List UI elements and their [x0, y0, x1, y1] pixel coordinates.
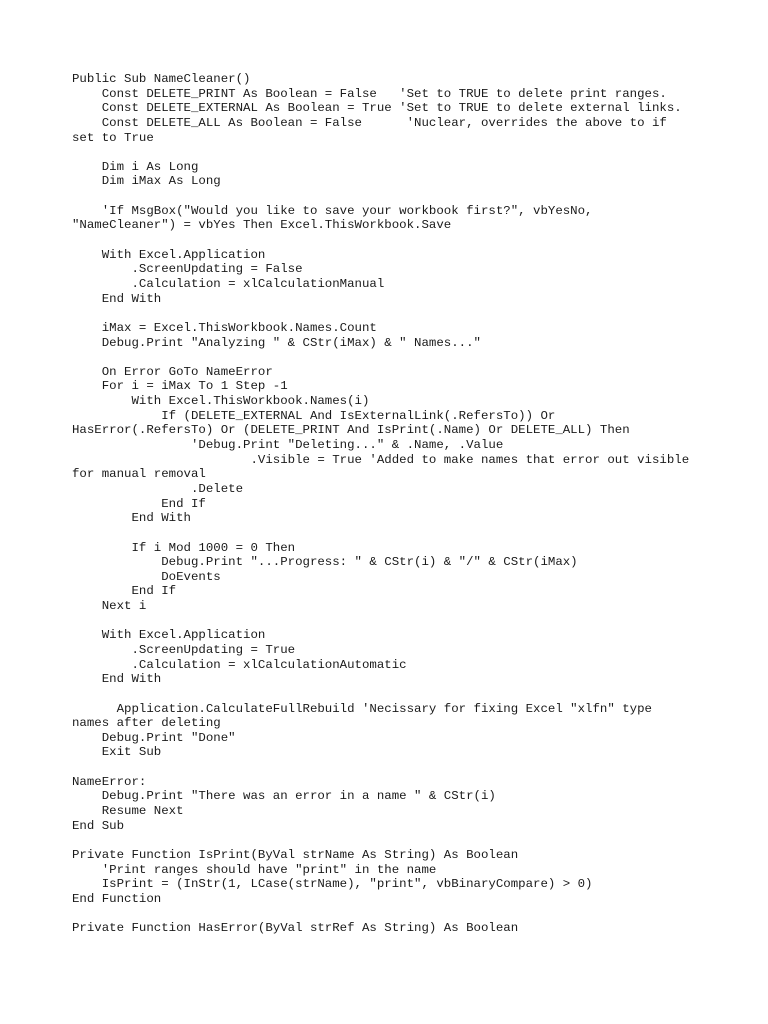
code-line: HasError(.RefersTo) Or (DELETE_PRINT And IsPrint(.Name) Or DELETE_ALL) Then — [72, 423, 630, 438]
code-line: Resume Next — [72, 804, 184, 819]
code-block — [72, 72, 732, 936]
code-line: If (DELETE_EXTERNAL And IsExternalLink(.RefersTo)) Or — [72, 408, 556, 423]
code-line: 'If MsgBox("Would you like to save your workbook first?", vbYesNo, — [72, 203, 593, 218]
code-line: .Visible = True 'Added to make names that error out visible — [72, 452, 690, 467]
code-line: Private Function IsPrint(ByVal strName As String) As Boolean — [72, 847, 519, 862]
code-line — [72, 907, 732, 922]
code-line: 'Debug.Print "Deleting..." & .Name, .Value — [72, 438, 504, 453]
code-line: names after deleting — [72, 716, 221, 731]
code-line: End If — [72, 584, 177, 599]
code-line: Application.CalculateFullRebuild 'Necissary for fixing Excel "xlfn" type — [72, 701, 652, 716]
code-line: Public Sub NameCleaner() — [72, 72, 251, 86]
code-line: Exit Sub — [72, 745, 162, 760]
code-line: Next i — [72, 599, 147, 614]
code-line: With Excel.ThisWorkbook.Names(i) — [72, 394, 370, 409]
code-line — [72, 350, 732, 365]
code-line: Const DELETE_ALL As Boolean = False 'Nuclear, overrides the above to if — [72, 115, 667, 130]
code-line: With Excel.Application — [72, 628, 266, 643]
code-line: Const DELETE_EXTERNAL As Boolean = True 'Set to TRUE to delete external links. — [72, 101, 682, 116]
code-line: .Calculation = xlCalculationAutomatic — [72, 657, 407, 672]
code-line: DoEvents — [72, 569, 221, 584]
code-line: Debug.Print "Analyzing " & CStr(iMax) & " Names..." — [72, 335, 481, 350]
code-line: set to True — [72, 130, 154, 145]
code-line: Dim iMax As Long — [72, 174, 221, 189]
code-line: for manual removal — [72, 467, 206, 482]
code-line: Debug.Print "There was an error in a name " & CStr(i) — [72, 789, 496, 804]
code-line: If i Mod 1000 = 0 Then — [72, 540, 296, 555]
code-line: 'Print ranges should have "print" in the name — [72, 862, 437, 877]
code-line: End With — [72, 672, 162, 687]
code-line — [72, 189, 732, 204]
code-line: Private Function HasError(ByVal strRef As String) As Boolean — [72, 921, 519, 936]
code-line — [72, 833, 732, 848]
code-line: With Excel.Application — [72, 247, 266, 262]
code-line — [72, 760, 732, 775]
code-line — [72, 687, 732, 702]
code-line: End Sub — [72, 818, 125, 833]
code-line: For i = iMax To 1 Step -1 — [72, 379, 288, 394]
code-line — [72, 233, 732, 248]
code-line: "NameCleaner") = vbYes Then Excel.ThisWorkbook.Save — [72, 218, 452, 233]
code-line: End With — [72, 291, 162, 306]
code-line: .Calculation = xlCalculationManual — [72, 276, 385, 291]
code-line — [72, 306, 732, 321]
code-line: Dim i As Long — [72, 159, 199, 174]
code-line: NameError: — [72, 774, 147, 789]
code-line: iMax = Excel.ThisWorkbook.Names.Count — [72, 320, 377, 335]
code-line: .Delete — [72, 481, 244, 496]
code-line — [72, 145, 732, 160]
code-line: End With — [72, 511, 191, 526]
code-line — [72, 526, 732, 541]
code-line: Debug.Print "Done" — [72, 730, 236, 745]
code-line: .ScreenUpdating = True — [72, 642, 296, 657]
code-line: End Function — [72, 891, 162, 906]
code-line: On Error GoTo NameError — [72, 364, 273, 379]
code-line: Debug.Print "...Progress: " & CStr(i) & "/" & CStr(iMax) — [72, 555, 578, 570]
code-line: .ScreenUpdating = False — [72, 262, 303, 277]
code-line: IsPrint = (InStr(1, LCase(strName), "print", vbBinaryCompare) > 0) — [72, 877, 593, 892]
code-line: End If — [72, 496, 206, 511]
code-line — [72, 614, 732, 629]
code-line: Const DELETE_PRINT As Boolean = False 'Set to TRUE to delete print ranges. — [72, 86, 667, 101]
